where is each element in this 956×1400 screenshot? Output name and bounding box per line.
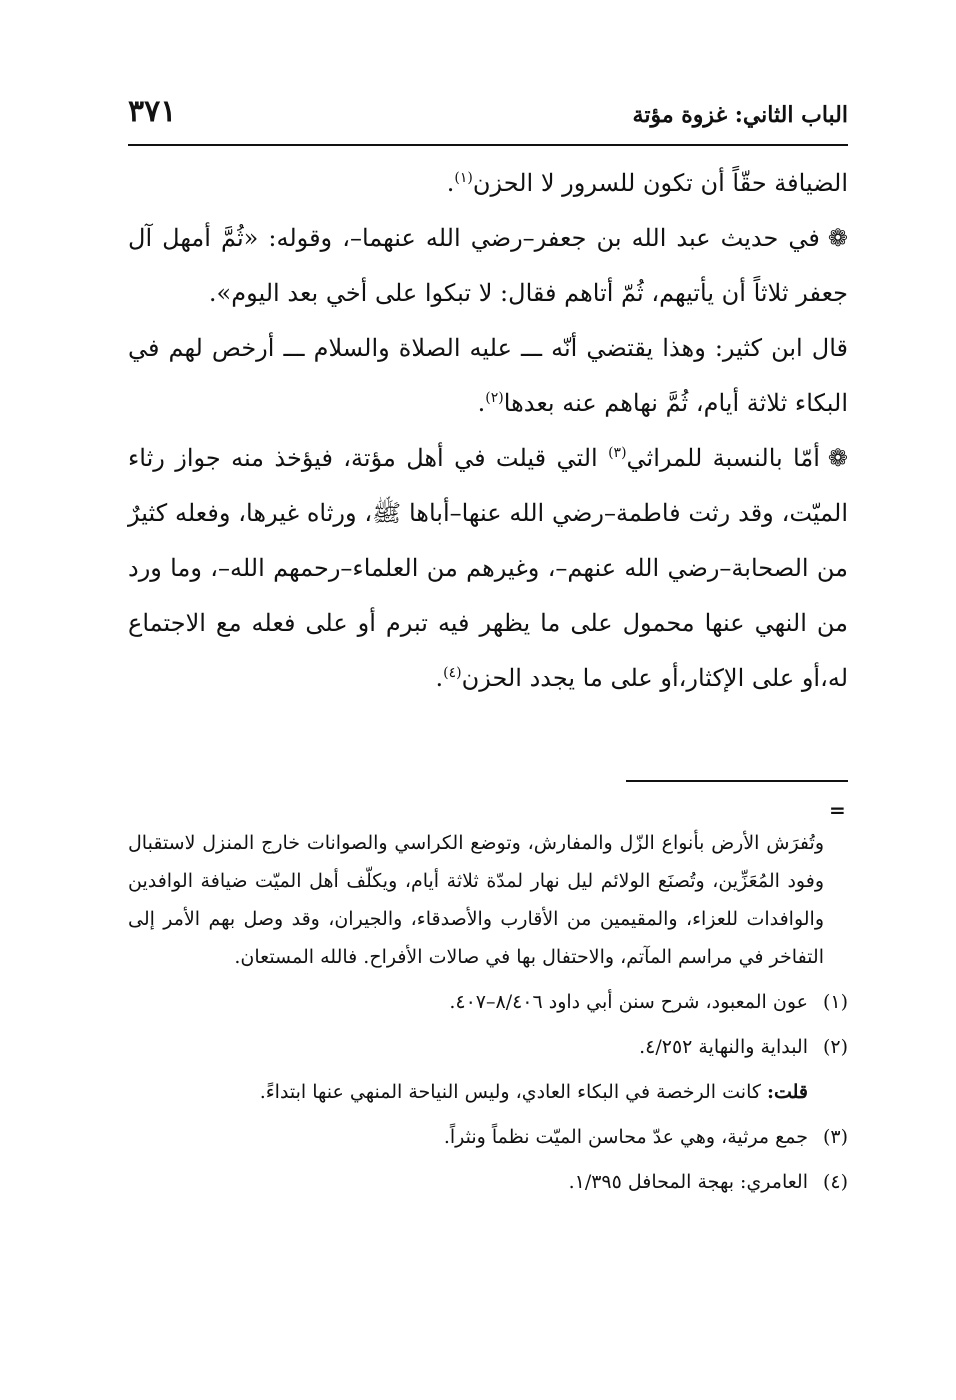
footnote-number: (٣) [822,1126,848,1148]
note-label: قلت: [766,1081,808,1103]
footnote-text: عون المعبود، شرح سنن أبي داود ٨/٤٠٦–٤٠٧. [449,991,808,1013]
paragraph-3-text: قال ابن كثير: وهذا يقتضي أنّه ـــ عليه الصلاة والسلام ـــ أرخص لهم في البكاء ثلاثة أيام، ثُمَّ نهاهم عنه بعدها [128,334,848,417]
paragraph-3 [128,321,848,431]
paragraph-2 [128,211,848,321]
footnote-2 [128,1025,848,1070]
page-header [128,88,848,146]
footnote-ref-4: (٤) [443,665,462,681]
paragraph-4-end: . [435,664,444,692]
paragraph-4 [128,431,848,706]
main-text [128,156,848,706]
paragraph-1-end: . [446,169,455,197]
footnote-number: (١) [822,991,848,1013]
footnote-ref-1: (١) [454,170,473,186]
footnote-separator [626,780,848,782]
footnote-number: (٢) [822,1036,848,1058]
footnotes [128,824,848,1205]
page-number: ٣٧١ [128,94,177,129]
footnote-4 [128,1160,848,1205]
continuation-mark: = [829,798,846,822]
paragraph-2-text: في حديث عبد الله بن جعفر–رضي الله عنهما–، وقوله: «ثُمَّ أمهل آل جعفر ثلاثاً أن يأتيهم، ثُمّ أتاهم فقال: لا تبكوا على أخي بعد اليوم». [128,224,848,307]
footnote-number: (٤) [822,1171,848,1193]
paragraph-4-text: التي قيلت في أهل مؤتة، فيؤخذ منه جواز رثاء الميّت، وقد رثت فاطمة–رضي الله عنها–أباها ﷺ، ورثاه غيرها، وفعله كثيرٌ من الصحابة–رضي الله عنهم–، وغيرهم من العلماء–رحمهم الله–، وما ورد من النهي عنها محمول على ما يظهر فيه تبرم أو على فعله مع الاجتماع له،أو على الإكثار،أو على ما يجدد الحزن [128,444,848,692]
footnote-carryover: وتُفرَش الأرض بأنواع الزّل والمفارش، وتوضع الكراسي والصوانات خارج المنزل لاستقبال وفود المُعَزِّين، وتُصنَع الولائم ليل نهار لمدّة ثلاثة أيام، ويكلّف أهل الميّت ضيافة الوافدين والوافدات للعزاء، والمقيمين من الأقارب والأصدقاء، والجيران، وقد وصل بهم الأمر إلى التفاخر في مراسم المآتم، والاحتفال بها في صالات الأفراح. فالله المستعان. [128,832,825,968]
flower-bullet-icon: ❁ [827,444,849,472]
footnote-2-note [128,1070,848,1115]
footnote-text: جمع مرثية، وهي عدّ محاسن الميّت نظماً ونثراً. [443,1126,808,1148]
footnote-text: العامري: بهجة المحافل ١/٣٩٥. [568,1171,808,1193]
footnote-1 [128,980,848,1025]
note-text: كانت الرخصة في البكاء العادي، وليس النياحة المنهي عنها ابتداءً. [259,1081,767,1103]
paragraph-4-start: أمّا بالنسبة للمراثي [626,444,820,472]
flower-bullet-icon: ❁ [827,224,848,252]
paragraph-3-end: . [477,389,486,417]
running-title: الباب الثاني: غزوة مؤتة [632,102,848,128]
paragraph-1 [128,156,848,211]
footnote-text: البداية والنهاية ٤/٢٥٢. [639,1036,808,1058]
footnote-ref-2: (٢) [485,390,504,406]
footnote-3 [128,1115,848,1160]
footnote-ref-3: (٣) [608,445,627,461]
paragraph-1-text: الضيافة حقّاً أن تكون للسرور لا الحزن [472,169,848,197]
